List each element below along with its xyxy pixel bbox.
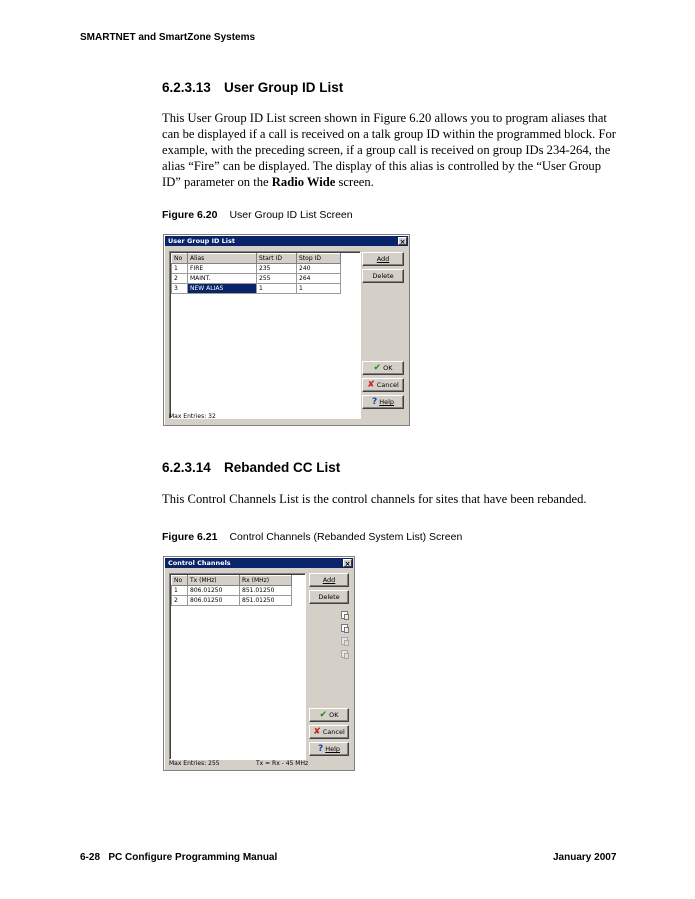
help-button[interactable]	[362, 395, 404, 409]
cancel-button[interactable]	[362, 378, 404, 392]
cell[interactable]: MAINT.	[188, 274, 257, 284]
figure-number: Figure 6.21	[162, 531, 218, 543]
channels-grid[interactable]	[169, 573, 306, 760]
section-heading-1	[162, 80, 343, 95]
delete-button[interactable]	[309, 590, 349, 604]
page-number: 6-28	[80, 852, 101, 863]
ok-button[interactable]	[309, 708, 349, 722]
cell[interactable]: 1	[172, 264, 188, 274]
control-channels-dialog	[163, 556, 355, 771]
table-row[interactable]	[172, 586, 292, 596]
table-row[interactable]	[172, 264, 341, 274]
alias-grid[interactable]	[169, 251, 361, 419]
cell[interactable]: 851.01250	[240, 586, 292, 596]
manual-title: PC Configure Programming Manual	[108, 852, 278, 863]
ok-button[interactable]	[362, 361, 404, 375]
add-button[interactable]	[309, 573, 349, 587]
figure-number: Figure 6.20	[162, 209, 218, 221]
x-icon: ✘	[367, 380, 375, 390]
cell[interactable]: 1	[297, 284, 341, 294]
status-max-entries: Max Entries: 255	[169, 760, 220, 767]
help-label: Help	[379, 398, 395, 406]
cell[interactable]: 235	[257, 264, 297, 274]
help-button[interactable]	[309, 742, 349, 756]
column-header[interactable]: Alias	[188, 254, 257, 264]
figure-caption-text: Control Channels (Rebanded System List) Screen	[229, 531, 463, 543]
dialog-titlebar	[165, 236, 408, 246]
close-button[interactable]: ×	[399, 238, 406, 246]
section-title: User Group ID List	[224, 80, 344, 95]
delete-label: Delete	[372, 272, 394, 280]
cell[interactable]: FIRE	[188, 264, 257, 274]
cancel-button[interactable]	[309, 725, 349, 739]
alias-table	[171, 253, 341, 294]
question-icon: ?	[317, 744, 324, 754]
footer-date: January 2007	[553, 852, 617, 863]
para-line: This User Group ID List screen shown in Figure 6.20 allows you to program aliases that	[162, 111, 607, 125]
add-label: Add	[376, 255, 390, 263]
status-max-entries: Max Entries: 32	[169, 413, 216, 420]
cell[interactable]: 851.01250	[240, 596, 292, 606]
checkmark-icon: ✔	[373, 363, 382, 373]
section2-paragraph: This Control Channels List is the control channels for sites that have been rebanded.	[162, 492, 587, 506]
close-button[interactable]: ×	[344, 560, 351, 568]
cell[interactable]: 3	[172, 284, 188, 294]
help-label: Help	[325, 745, 341, 753]
dialog-titlebar	[165, 558, 353, 568]
cancel-label: Cancel	[376, 381, 399, 389]
column-header[interactable]: Stop ID	[297, 254, 341, 264]
section-number: 6.2.3.13	[162, 80, 211, 95]
table-row[interactable]	[172, 284, 341, 294]
footer-left	[80, 852, 277, 863]
dialog-title: User Group ID List	[168, 237, 235, 245]
cell-selected[interactable]: NEW ALIAS	[188, 284, 257, 294]
question-icon: ?	[371, 397, 378, 407]
column-header[interactable]: No	[172, 254, 188, 264]
section-heading-2	[162, 460, 340, 475]
running-header: SMARTNET and SmartZone Systems	[80, 32, 256, 43]
cell[interactable]: 264	[297, 274, 341, 284]
column-header[interactable]: No	[172, 576, 188, 586]
table-row[interactable]	[172, 274, 341, 284]
table-header-row	[172, 576, 292, 586]
x-icon: ✘	[313, 727, 321, 737]
table-header-row	[172, 254, 341, 264]
dialog-title: Control Channels	[168, 559, 231, 567]
para-line: example, with the preceding screen, if a group call is received on group IDs 234-264, the	[162, 143, 611, 157]
cell[interactable]: 255	[257, 274, 297, 284]
ok-label: OK	[383, 364, 393, 372]
para-line: alias “Fire” can be displayed. The display of this alias is controlled by the “User Group	[162, 159, 602, 173]
figure-caption-1	[162, 209, 353, 221]
cell[interactable]: 806.01250	[188, 596, 240, 606]
column-header[interactable]: Tx (MHz)	[188, 576, 240, 586]
figure-caption-text: User Group ID List Screen	[229, 209, 353, 221]
add-label: Add	[322, 576, 336, 584]
add-button[interactable]	[362, 252, 404, 266]
copy-icon[interactable]	[341, 611, 348, 619]
section1-paragraph	[162, 110, 622, 190]
channels-table	[171, 575, 292, 606]
paste-icon[interactable]	[341, 624, 348, 632]
cell[interactable]: 1	[257, 284, 297, 294]
column-header[interactable]: Start ID	[257, 254, 297, 264]
section-number: 6.2.3.14	[162, 460, 211, 475]
table-row[interactable]	[172, 596, 292, 606]
delete-label: Delete	[318, 593, 340, 601]
para-text: screen.	[335, 175, 374, 189]
cancel-label: Cancel	[322, 728, 345, 736]
cell[interactable]: 806.01250	[188, 586, 240, 596]
cell[interactable]: 240	[297, 264, 341, 274]
paste-disabled-icon[interactable]	[341, 650, 348, 658]
figure-caption-2	[162, 531, 462, 543]
cell[interactable]: 2	[172, 274, 188, 284]
status-formula: Tx = Rx - 45 MHz	[256, 760, 309, 767]
para-text: ID” parameter on the	[162, 175, 272, 189]
column-header[interactable]: Rx (MHz)	[240, 576, 292, 586]
para-bold-text: Radio Wide	[271, 175, 336, 189]
delete-button[interactable]	[362, 269, 404, 283]
checkmark-icon: ✔	[319, 710, 328, 720]
user-group-id-list-dialog	[163, 234, 410, 426]
cell[interactable]: 1	[172, 586, 188, 596]
section-title: Rebanded CC List	[224, 460, 341, 475]
copy-disabled-icon[interactable]	[341, 637, 348, 645]
para-line	[162, 174, 622, 190]
ok-label: OK	[329, 711, 339, 719]
cell[interactable]: 2	[172, 596, 188, 606]
para-line: can be displayed if a call is received on a talk group ID within the programmed block. For	[162, 127, 616, 141]
